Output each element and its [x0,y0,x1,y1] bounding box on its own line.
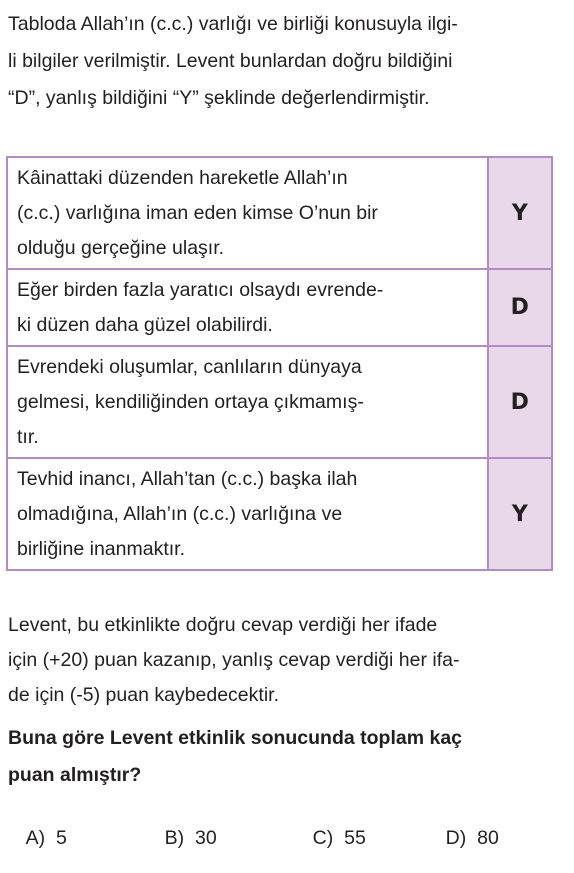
statement-line: (c.c.) varlığına iman eden kimse O’nun bir [17,202,378,224]
intro-line: Tabloda Allah’ın (c.c.) varlığı ve birliği konusuyla ilgi- [8,13,458,35]
answer-options [0,800,574,849]
scoring-paragraph [8,608,564,713]
option-c[interactable] [291,804,366,873]
option-letter: C) [312,827,334,849]
statement-cell [7,458,488,570]
statement-line: ki düzen daha güzel olabilirdi. [17,314,273,336]
table-row [7,269,552,346]
statement-cell [7,346,488,458]
answer-cell: Y [488,157,552,269]
paragraph-line: Levent, bu etkinlikte doğru cevap verdiği her ifade [8,614,438,636]
question-line: Buna göre Levent etkinlik sonucunda toplam kaç [8,727,463,749]
option-b[interactable] [143,804,217,873]
table-row [7,157,552,269]
option-letter: B) [164,827,185,849]
intro-text [8,6,564,117]
paragraph-line: için (+20) puan kazanıp, yanlış cevap verdiği her ifa- [8,649,460,671]
statement-line: Kâinattaki düzenden hareketle Allah’ın [17,167,348,189]
option-d[interactable] [424,804,499,873]
table-row [7,458,552,570]
question-line: puan almıştır? [8,764,142,786]
option-letter: D) [445,827,467,849]
statement-line: gelmesi, kendiliğinden ortaya çıkmamış- [17,391,364,413]
statement-line: tır. [17,426,39,448]
statement-cell [7,157,488,269]
answer-cell: D [488,346,552,458]
statement-line: olmadığına, Allah’ın (c.c.) varlığına ve [17,503,343,525]
question-stem [8,720,564,794]
option-value: 80 [477,827,499,849]
statement-cell [7,269,488,346]
option-letter: A) [25,827,46,849]
option-a[interactable] [5,804,67,873]
statement-line: Tevhid inancı, Allah’tan (c.c.) başka ilah [17,468,358,490]
statement-line: Evrendeki oluşumlar, canlıların dünyaya [17,356,362,378]
paragraph-line: de için (-5) puan kaybedecektir. [8,684,279,706]
option-value: 30 [195,827,217,849]
statement-line: olduğu gerçeğine ulaşır. [17,237,225,259]
option-value: 55 [344,827,366,849]
table-row [7,346,552,458]
intro-line: li bilgiler verilmiştir. Levent bunlardan doğru bildiğini [8,50,453,72]
statements-table [6,156,553,571]
answer-cell: D [488,269,552,346]
intro-line: “D”, yanlış bildiğini “Y” şeklinde değerlendirmiştir. [8,87,430,109]
answer-cell: Y [488,458,552,570]
option-value: 5 [55,827,67,849]
statement-line: Eğer birden fazla yaratıcı olsaydı evrende- [17,279,384,301]
statement-line: birliğine inanmaktır. [17,538,185,560]
